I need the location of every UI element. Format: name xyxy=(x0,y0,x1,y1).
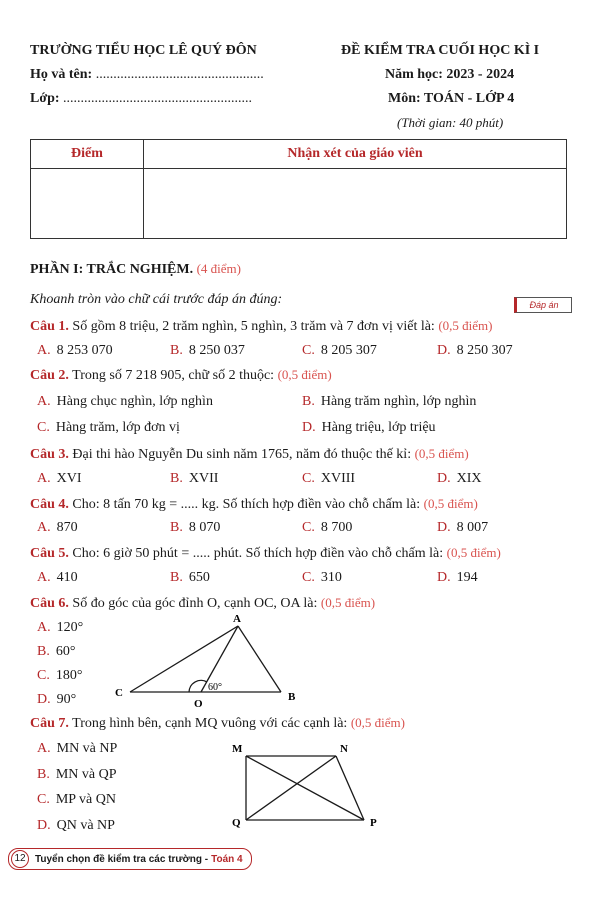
question-4 xyxy=(30,496,478,513)
triangle-figure xyxy=(108,610,308,710)
option-text: MN và NP xyxy=(56,741,118,756)
option-c[interactable] xyxy=(302,570,342,586)
vertex-n-label: N xyxy=(340,743,348,755)
diagonal-qn xyxy=(246,756,336,820)
quadrilateral-figure xyxy=(226,740,386,835)
option-label: A. xyxy=(37,741,51,756)
name-label: Họ và tên: xyxy=(30,67,93,82)
option-b[interactable] xyxy=(37,767,117,783)
option-b[interactable] xyxy=(302,394,476,410)
question-points: (0,5 điểm) xyxy=(423,496,478,511)
option-text: Hàng chục nghìn, lớp nghìn xyxy=(56,394,213,409)
option-d[interactable] xyxy=(437,471,482,487)
option-c[interactable] xyxy=(37,420,180,436)
option-text: 410 xyxy=(56,570,78,585)
option-c[interactable] xyxy=(302,343,377,359)
option-c[interactable] xyxy=(37,792,116,808)
option-c[interactable] xyxy=(302,520,352,536)
option-b[interactable] xyxy=(170,570,210,586)
vertex-a-label: A xyxy=(233,613,241,625)
option-d[interactable] xyxy=(37,818,115,834)
option-d[interactable] xyxy=(37,692,76,708)
question-text: Cho: 8 tấn 70 kg = ..... kg. Số thích hợp điền vào chỗ chấm là: xyxy=(72,497,421,512)
option-c[interactable] xyxy=(302,471,355,487)
question-text: Trong hình bên, cạnh MQ vuông với các cạnh là: xyxy=(72,716,348,731)
option-a[interactable] xyxy=(37,520,78,536)
grade-table xyxy=(30,139,567,239)
time-limit: (Thời gian: 40 phút) xyxy=(397,115,504,130)
question-text: Số đo góc của góc đỉnh O, cạnh OC, OA là: xyxy=(72,596,318,611)
option-label: C. xyxy=(302,471,315,486)
subject: Môn: TOÁN - LỚP 4 xyxy=(388,91,515,106)
comment-header: Nhận xét của giáo viên xyxy=(144,140,567,169)
option-text: 8 250 037 xyxy=(188,343,245,358)
section-title: PHẦN I: TRẮC NGHIỆM. xyxy=(30,262,194,277)
question-text: Đại thi hào Nguyễn Du sinh năm 1765, năm đó thuộc thế kỉ: xyxy=(72,447,412,462)
option-text: 870 xyxy=(56,520,78,535)
option-label: B. xyxy=(170,570,183,585)
comment-cell[interactable] xyxy=(144,169,567,239)
side-ab xyxy=(238,626,281,692)
option-label: B. xyxy=(170,520,183,535)
question-text: Trong số 7 218 905, chữ số 2 thuộc: xyxy=(72,368,275,383)
instruction: Khoanh tròn vào chữ cái trước đáp án đúng: xyxy=(30,292,283,307)
page-footer xyxy=(8,848,252,870)
option-text: MN và QP xyxy=(55,767,117,782)
option-b[interactable] xyxy=(170,520,220,536)
option-label: C. xyxy=(302,520,315,535)
question-number: Câu 3. xyxy=(30,447,69,462)
option-label: A. xyxy=(37,620,51,635)
option-text: 180° xyxy=(55,668,83,683)
option-d[interactable] xyxy=(437,343,513,359)
option-a[interactable] xyxy=(37,394,213,410)
option-text: Hàng triệu, lớp triệu xyxy=(321,420,436,435)
footer-text: Tuyển chọn đề kiểm tra các trường - xyxy=(35,853,209,865)
vertex-p-label: P xyxy=(370,817,377,829)
option-label: C. xyxy=(37,420,50,435)
option-text: 8 700 xyxy=(320,520,353,535)
class-field xyxy=(30,91,252,107)
option-label: C. xyxy=(302,343,315,358)
question-5 xyxy=(30,545,501,562)
option-label: B. xyxy=(170,471,183,486)
option-a[interactable] xyxy=(37,620,83,636)
option-d[interactable] xyxy=(302,420,436,436)
section-points: (4 điểm) xyxy=(196,261,241,276)
option-a[interactable] xyxy=(37,471,82,487)
option-d[interactable] xyxy=(437,520,488,536)
option-a[interactable] xyxy=(37,741,117,757)
question-points: (0,5 điểm) xyxy=(414,446,469,461)
option-c[interactable] xyxy=(37,668,82,684)
option-label: B. xyxy=(302,394,315,409)
option-label: D. xyxy=(437,343,451,358)
section-heading xyxy=(30,261,241,278)
question-number: Câu 5. xyxy=(30,546,69,561)
side-np xyxy=(336,756,364,820)
option-label: D. xyxy=(437,471,451,486)
school-name: TRƯỜNG TIỂU HỌC LÊ QUÝ ĐÔN xyxy=(30,43,257,58)
question-points: (0,5 điểm) xyxy=(320,595,376,610)
diagonal-mp xyxy=(246,756,364,820)
option-label: B. xyxy=(37,767,50,782)
option-label: D. xyxy=(437,570,451,585)
question-7 xyxy=(30,715,405,732)
option-label: D. xyxy=(302,420,316,435)
option-text: MP và QN xyxy=(55,792,116,807)
vertex-m-label: M xyxy=(232,743,243,755)
vertex-o-label: O xyxy=(194,698,203,710)
vertex-c-label: C xyxy=(115,687,123,699)
option-b[interactable] xyxy=(37,644,75,660)
option-text: 60° xyxy=(55,644,76,659)
option-text: 120° xyxy=(56,620,84,635)
question-number: Câu 7. xyxy=(30,716,69,731)
question-points: (0,5 điểm) xyxy=(438,318,493,333)
option-text: XVIII xyxy=(320,471,356,486)
question-text: Số gồm 8 triệu, 2 trăm nghìn, 5 nghìn, 3 trăm và 7 đơn vị viết là: xyxy=(72,319,435,334)
option-text: 310 xyxy=(320,570,342,585)
question-points: (0,5 điểm) xyxy=(350,715,405,730)
question-number: Câu 6. xyxy=(30,596,69,611)
page-number: 12 xyxy=(11,850,29,868)
option-label: A. xyxy=(37,520,51,535)
option-text: 8 205 307 xyxy=(320,343,377,358)
option-text: 8 007 xyxy=(456,520,489,535)
footer-subject: Toán 4 xyxy=(211,853,243,865)
option-label: A. xyxy=(37,471,51,486)
grade-cell[interactable] xyxy=(31,169,144,239)
option-label: B. xyxy=(37,644,50,659)
option-label: D. xyxy=(437,520,451,535)
option-text: 90° xyxy=(56,692,77,707)
answer-badge[interactable]: Đáp án xyxy=(514,297,572,313)
class-dots: ...................................................... xyxy=(63,91,253,106)
option-label: A. xyxy=(37,394,51,409)
option-d[interactable] xyxy=(437,570,478,586)
question-1 xyxy=(30,318,492,335)
vertex-b-label: B xyxy=(288,691,296,703)
question-2 xyxy=(30,367,332,384)
question-number: Câu 1. xyxy=(30,319,69,334)
option-b[interactable] xyxy=(170,471,218,487)
option-a[interactable] xyxy=(37,570,78,586)
option-label: D. xyxy=(37,818,51,833)
question-points: (0,5 điểm) xyxy=(277,367,332,382)
school-year: Năm học: 2023 - 2024 xyxy=(385,67,515,82)
option-text: QN và NP xyxy=(56,818,115,833)
option-text: 194 xyxy=(456,570,478,585)
option-a[interactable] xyxy=(37,343,113,359)
name-field xyxy=(30,67,264,83)
grade-header: Điểm xyxy=(31,140,144,169)
option-label: C. xyxy=(37,792,50,807)
vertex-q-label: Q xyxy=(232,817,241,829)
option-text: Hàng trăm, lớp đơn vị xyxy=(55,420,180,435)
option-label: D. xyxy=(37,692,51,707)
question-text: Cho: 6 giờ 50 phút = ..... phút. Số thích hợp điền vào chỗ chấm là: xyxy=(72,546,444,561)
exam-title: ĐỀ KIỂM TRA CUỐI HỌC KÌ I xyxy=(341,43,540,58)
option-b[interactable] xyxy=(170,343,245,359)
question-number: Câu 4. xyxy=(30,497,69,512)
class-label: Lớp: xyxy=(30,91,60,106)
angle-label: 60° xyxy=(208,682,222,693)
option-text: Hàng trăm nghìn, lớp nghìn xyxy=(320,394,477,409)
option-text: 8 250 307 xyxy=(456,343,513,358)
name-dots: ................................................ xyxy=(95,67,264,82)
question-points: (0,5 điểm) xyxy=(446,545,501,560)
question-number: Câu 2. xyxy=(30,368,69,383)
option-text: XVI xyxy=(56,471,82,486)
option-text: 8 253 070 xyxy=(56,343,113,358)
option-label: A. xyxy=(37,570,51,585)
option-text: 650 xyxy=(188,570,210,585)
option-text: XVII xyxy=(188,471,219,486)
question-3 xyxy=(30,446,469,463)
option-text: 8 070 xyxy=(188,520,221,535)
option-label: A. xyxy=(37,343,51,358)
option-label: C. xyxy=(37,668,50,683)
option-text: XIX xyxy=(456,471,482,486)
option-label: C. xyxy=(302,570,315,585)
option-label: B. xyxy=(170,343,183,358)
